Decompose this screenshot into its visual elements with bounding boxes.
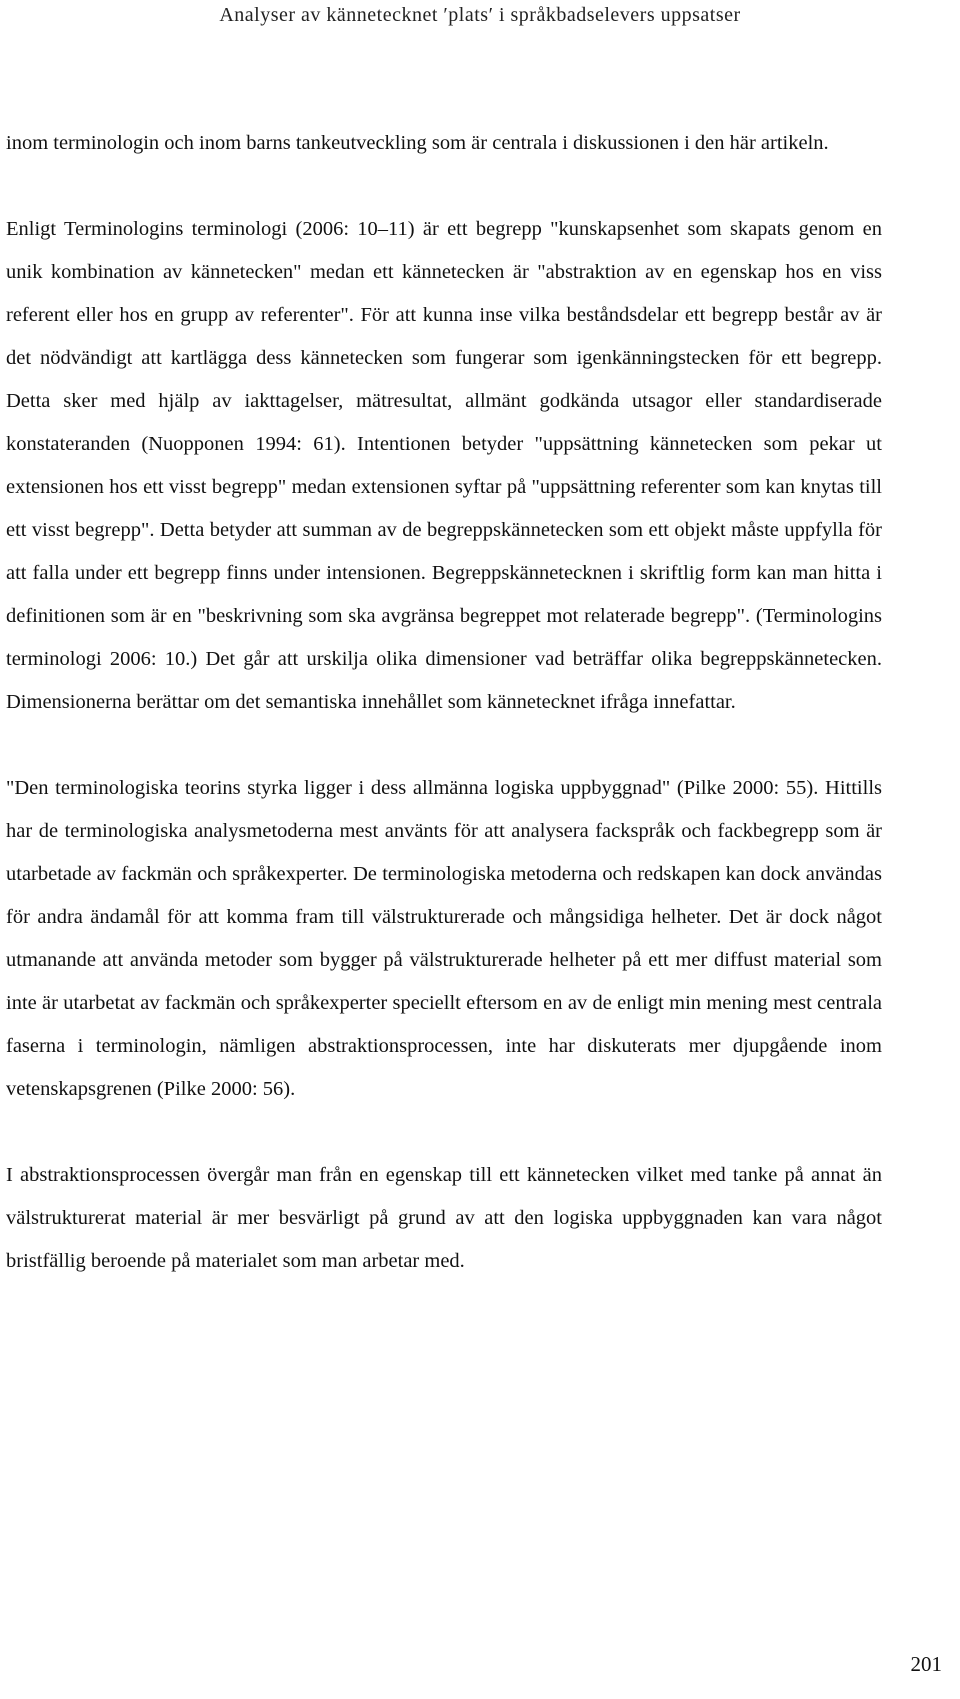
paragraph-abstraction-process: I abstraktionsprocessen övergår man från en egenskap till ett kännetecken vilket med tanke på annat än välstrukturerat material är mer besvärligt på grund av att den logiska uppbyggnaden kan vara något bristfällig beroende på materialet som man arbetar med. (6, 1164, 882, 1272)
paragraph-terminological-theory: "Den terminologiska teorins styrka ligger i dess allmänna logiska uppbyggnad" (Pilke 2000: 55). Hittills har de terminologiska analysmetoderna mest använts för att analysera fackspråk och fackbegrepp som är utarbetade av fackmän och språkexperter. De terminologiska metoderna och redskapen kan dock användas för andra ändamål för att komma fram till välstrukturerade och mångsidiga helheter. Det är dock något utmanande att använda metoder som bygger på välstrukturerade helheter på ett mer diffust material som inte är utarbetat av fackmän och språkexperter speciellt eftersom en av de enligt min mening mest centrala faserna i terminologin, nämligen abstraktionsprocessen, inte har diskuterats mer djupgående inom vetenskapsgrenen (Pilke 2000: 56). (6, 777, 882, 1100)
body-text (6, 122, 882, 1283)
paragraph-continuation: inom terminologin och inom barns tankeutveckling som är centrala i diskussionen i den här artikeln. (6, 132, 829, 154)
running-header: Analyser av kännetecknet ′plats′ i språkbadselevers uppsatser (219, 4, 741, 26)
page-number: 201 (910, 1652, 942, 1676)
paragraph-definitions: Enligt Terminologins terminologi (2006: 10–11) är ett begrepp "kunskapsenhet som skapats genom en unik kombination av kännetecken" medan ett kännetecken är "abstraktion av en egenskap hos en viss referent eller hos en grupp av referenter". För att kunna inse vilka beståndsdelar ett begrepp består av är det nödvändigt att kartlägga dess kännetecken som fungerar som igenkänningstecken för ett begrepp. Detta sker med hjälp av iakttagelser, mätresultat, allmänt godkända utsagor eller standardiserade konstateranden (Nuopponen 1994: 61). Intentionen betyder "uppsättning kännetecken som pekar ut extensionen hos ett visst begrepp" medan extensionen syftar på "uppsättning referenter som kan knytas till ett visst begrepp". Detta betyder att summan av de begreppskännetecken som ett objekt måste uppfylla för att falla under ett begrepp finns under intensionen. Begreppskännetecknen i skriftlig form kan man hitta i definitionen som är en "beskrivning som ska avgränsa begreppet mot relaterade begrepp". (Terminologins terminologi 2006: 10.) Det går att urskilja olika dimensioner vad beträffar olika begreppskännetecken. Dimensionerna berättar om det semantiska innehållet som kännetecknet ifråga innefattar. (6, 218, 882, 713)
